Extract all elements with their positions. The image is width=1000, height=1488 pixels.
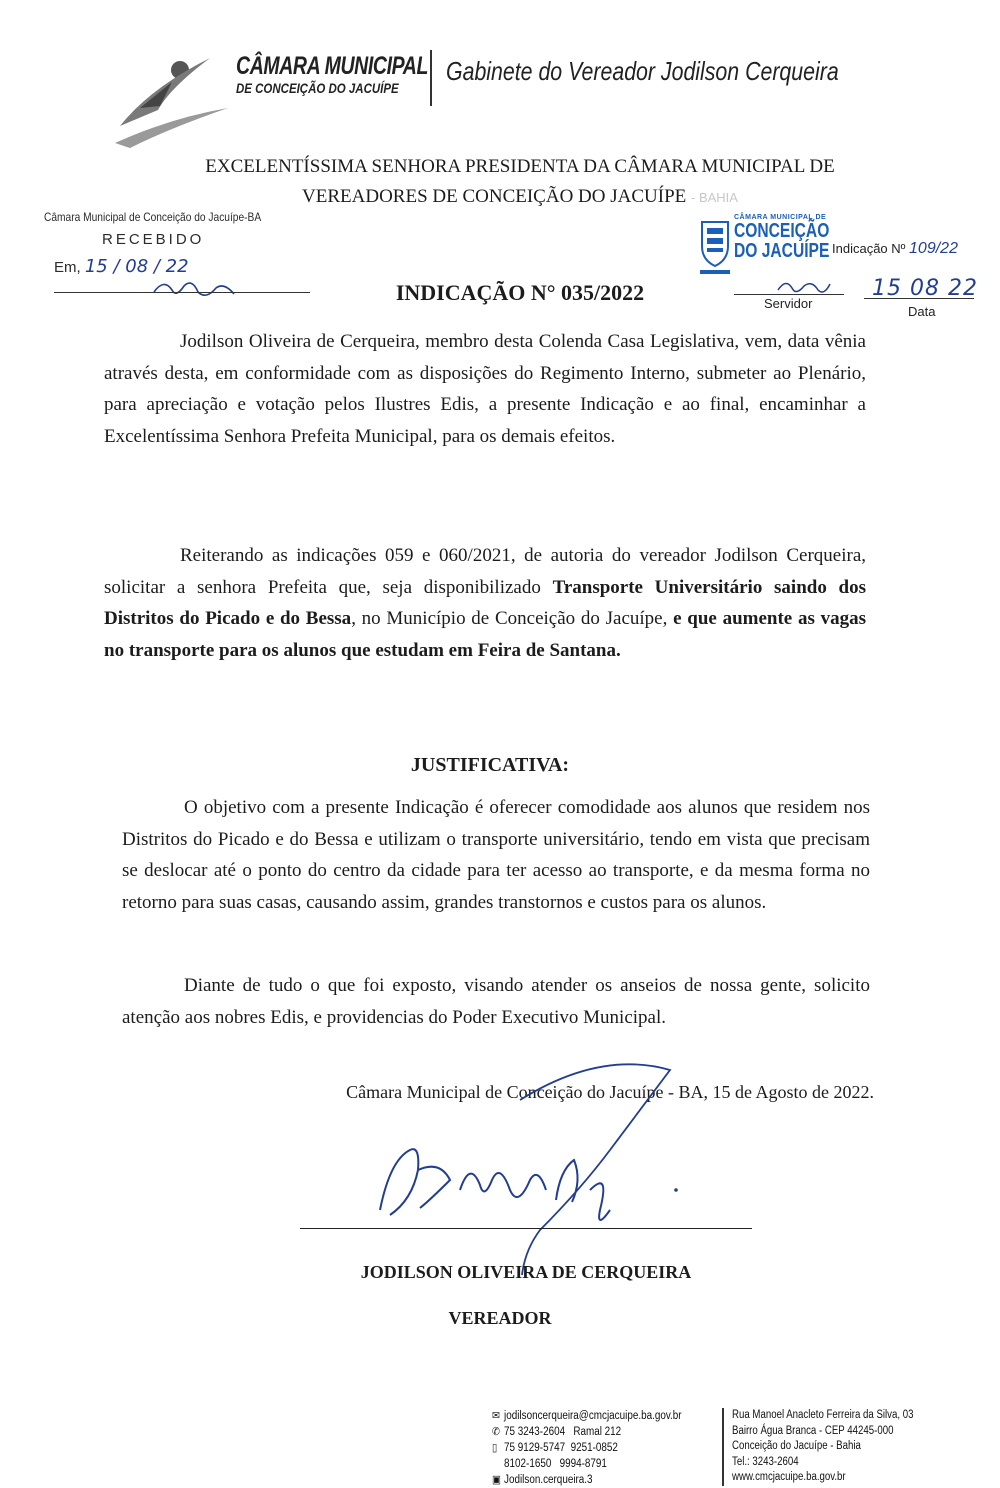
footer-address-line-1: Rua Manoel Anacleto Ferreira da Silva, 03: [732, 1409, 914, 1421]
paragraph-justification: [122, 792, 870, 918]
brand-name: CÂMARA MUNICIPAL: [236, 52, 428, 80]
data-rule: [864, 298, 974, 299]
footer-website: www.cmcjacuipe.ba.gov.br: [732, 1471, 846, 1483]
indicacao-number-row: [832, 240, 958, 258]
addressee-line-2: VEREADORES DE CONCEIÇÃO DO JACUÍPE: [302, 186, 687, 207]
indicacao-stamp-caption: CÂMARA MUNICIPAL DE: [734, 214, 827, 221]
indicacao-stamp-brand-line-2: DO JACUÍPE: [734, 240, 830, 262]
footer-contacts: [492, 1408, 690, 1488]
servidor-label: Servidor: [764, 296, 813, 311]
signatory-role: VEREADOR: [448, 1308, 552, 1328]
justification-heading: JUSTIFICATIVA:: [410, 754, 570, 776]
addressee-block: [150, 152, 890, 213]
phone-icon: ✆: [492, 1426, 500, 1438]
receipt-stamp-rule: [54, 292, 310, 293]
footer-address-line-2: Bairro Água Branca - CEP 44245-000: [732, 1424, 894, 1437]
paragraph-request: [104, 540, 866, 666]
footer-facebook-row: [492, 1472, 690, 1488]
paragraph-intro: [104, 326, 866, 452]
footer-address-line-3: Conceição do Jacuípe - Bahia: [732, 1440, 861, 1452]
footer-address-line-4: Tel.: 3243-2604: [732, 1455, 799, 1468]
indicacao-stamp: [684, 208, 992, 330]
data-label: Data: [908, 304, 936, 319]
brand-subtitle: DE CONCEIÇÃO DO JACUÍPE: [236, 80, 399, 96]
footer-mobile-4: 9994-8791: [559, 1458, 607, 1470]
crest-icon: [698, 216, 732, 276]
paragraph-request-part-d: e que aumente as vagas no transporte para os alunos que estudam em Feira de Santana.: [104, 608, 866, 661]
paragraph-closing: [122, 970, 870, 1033]
handwritten-signature: [360, 1040, 690, 1280]
indicacao-number-label: Indicação Nº: [832, 241, 906, 256]
receipt-stamp: [30, 210, 320, 310]
footer-divider: [722, 1408, 724, 1486]
addressee-line-1: EXCELENTÍSSIMA SENHORA PRESIDENTA DA CÂMARA MUNICIPAL DE: [205, 156, 835, 177]
paragraph-request-part-b: Transporte Universitário saindo dos Distritos do Picado e do Bessa: [104, 576, 866, 629]
footer-mobile-3: 8102-1650: [504, 1458, 552, 1470]
paragraph-intro-text: Jodilson Oliveira de Cerqueira, membro desta Colenda Casa Legislativa, vem, data vênia através desta, em conformidade com as disposições do Regimento Interno, submeter ao Plenário, para apreciação e votação pelos Ilustres Edis, a presente Indicação e ao final, encaminhar a Excelentíssima Senhora Prefeita Municipal, para os demais efeitos.: [104, 331, 866, 447]
footer-facebook: Jodilson.cerqueira.3: [504, 1474, 593, 1486]
receipt-stamp-label: RECEBIDO: [102, 231, 205, 248]
servidor-rule: [734, 294, 844, 295]
receipt-initials-signature: [150, 274, 240, 304]
footer-mobile-1: 75 9129-5747: [504, 1442, 566, 1454]
paragraph-justification-text: O objetivo com a presente Indicação é oferecer comodidade aos alunos que residem nos Distritos do Picado e do Bessa e utilizam o transporte universitário, tendo em vista que precisam se deslocar até o ponto do centro da cidade para ter acesso ao transporte, e da mesma forma no retorno para suas casas, causando assim, grandes transtornos e custos para os alunos.: [122, 797, 870, 913]
receipt-stamp-org: Câmara Municipal de Conceição do Jacuípe-BA: [44, 210, 262, 224]
place-and-date: Câmara Municipal de Conceição do Jacuípe - BA, 15 de Agosto de 2022.: [346, 1082, 874, 1102]
receipt-stamp-em: Em,: [54, 259, 81, 276]
indicacao-date-handwritten: 15 08 22: [872, 276, 978, 301]
footer-mobile-row-1: [492, 1440, 690, 1456]
signatory-name: JODILSON OLIVEIRA DE CERQUEIRA: [360, 1262, 692, 1282]
document-title: INDICAÇÃO N° 035/2022: [395, 280, 645, 305]
receipt-stamp-date: 15 / 08 / 22: [84, 256, 189, 277]
indicacao-number-handwritten: 109/22: [909, 240, 958, 257]
header-divider: [430, 50, 432, 106]
indicacao-stamp-brand-line-1: CONCEIÇÃO: [734, 220, 830, 242]
footer-phone-row: [492, 1424, 690, 1440]
footer-extension: Ramal 212: [573, 1426, 622, 1438]
paragraph-request-part-c: , no Município de Conceição do Jacuípe,: [351, 608, 674, 629]
office-title: Gabinete do Vereador Jodilson Cerqueira: [446, 56, 839, 86]
addressee-faded-suffix: - BAHIA: [691, 190, 738, 205]
paragraph-closing-text: Diante de tudo o que foi exposto, visando atender os anseios de nossa gente, solicito atenção aos nobres Edis, e providencias do Poder Executivo Municipal.: [122, 975, 870, 1028]
signature-line: [300, 1228, 752, 1229]
footer-email: jodilsoncerqueira@cmcjacuipe.ba.gov.br: [504, 1410, 682, 1422]
mobile-icon: ▯: [492, 1442, 498, 1454]
paragraph-request-part-a: Reiterando as indicações 059 e 060/2021, de autoria do vereador Jodilson Cerqueira, solicitar a senhora Prefeita que, seja disponibilizado: [104, 545, 866, 598]
facebook-icon: ▣: [492, 1474, 501, 1486]
footer-phone: 75 3243-2604: [504, 1426, 566, 1438]
footer-email-row: [492, 1408, 690, 1424]
chamber-logo-swoosh: [110, 48, 230, 148]
footer-mobile-row-2: [492, 1456, 690, 1472]
email-icon: ✉: [492, 1410, 500, 1422]
footer-mobile-2: 9251-0852: [570, 1442, 618, 1454]
footer-address: [732, 1408, 950, 1486]
